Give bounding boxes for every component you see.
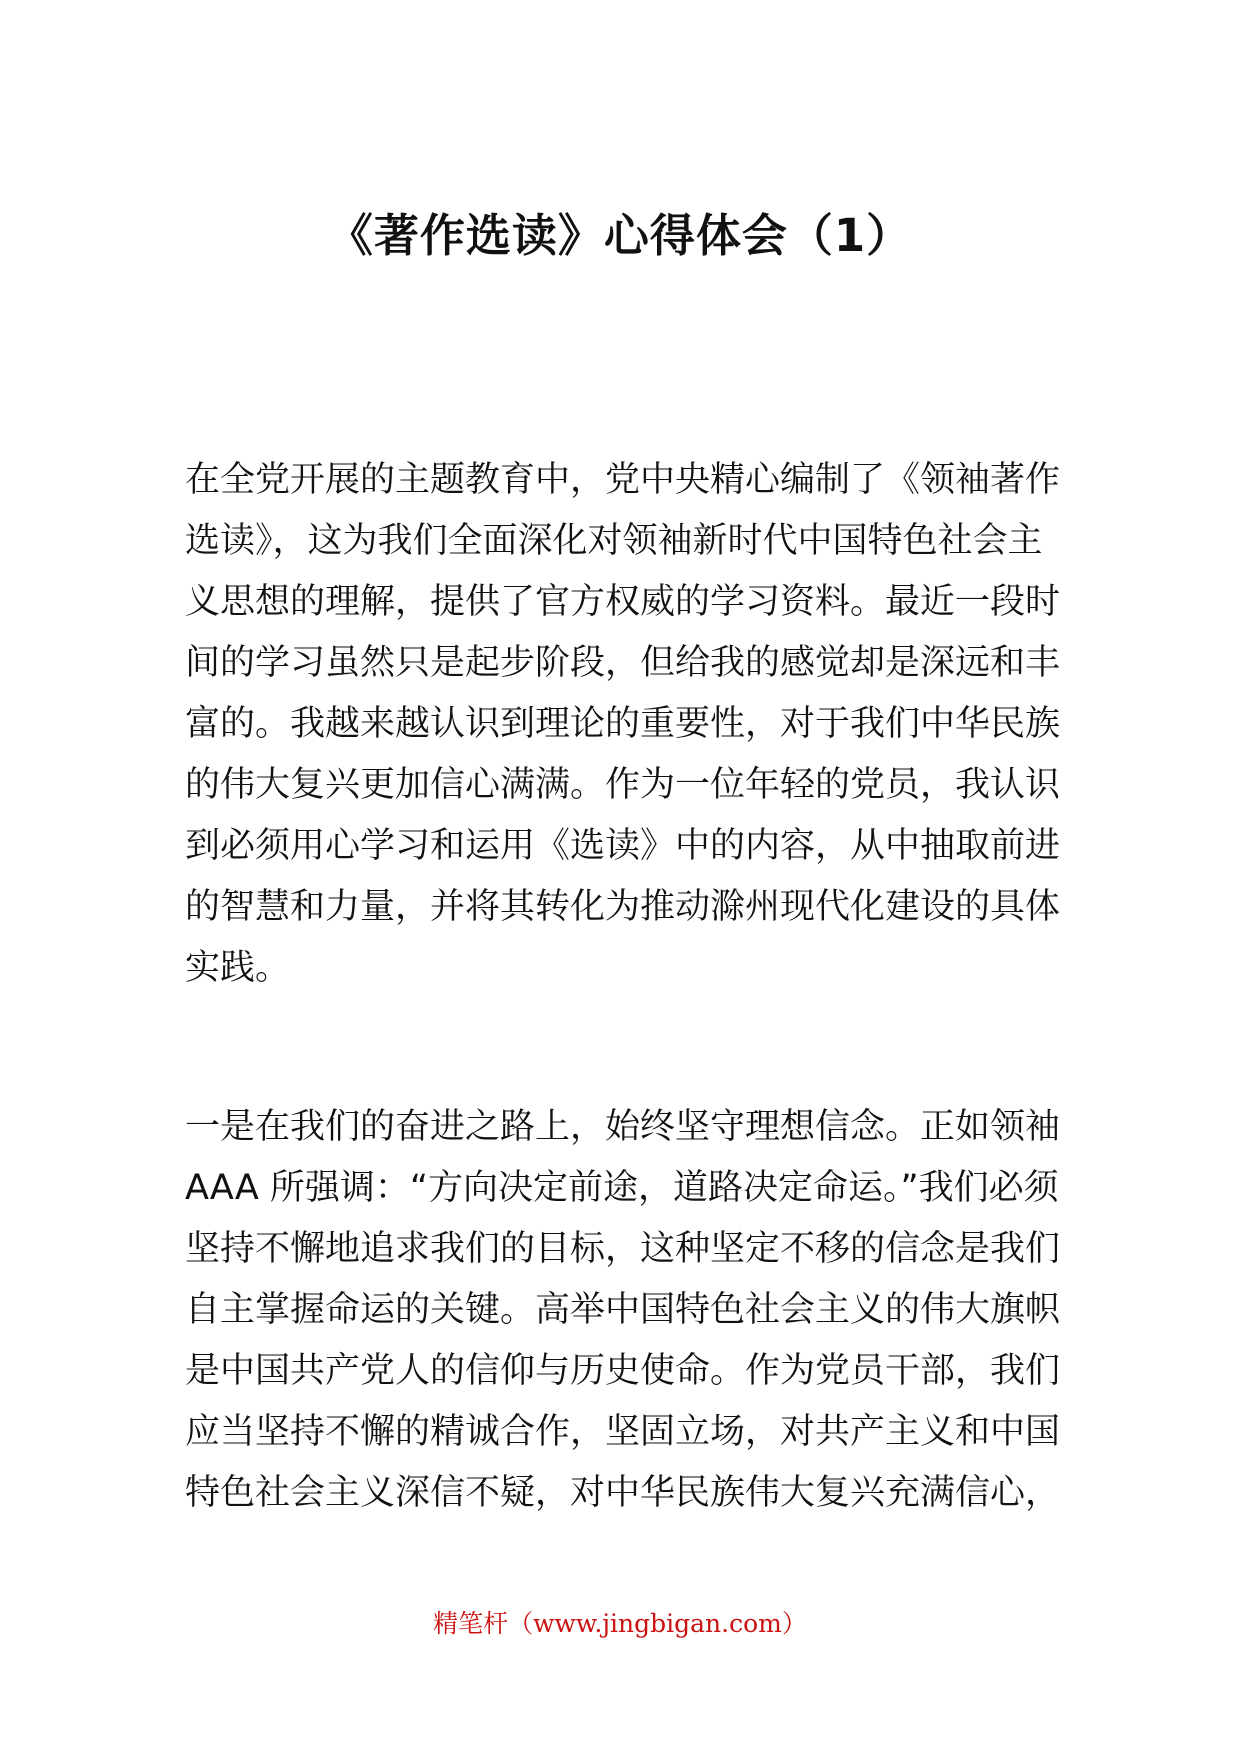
footer-website-link[interactable]: 精笔杆（www.jingbigan.com） xyxy=(433,1609,807,1638)
paragraph-line: 一是在我们的奋进之路上，始终坚守理想信念。正如领袖 xyxy=(185,1107,1061,1147)
paragraph-line: 实践。 xyxy=(185,948,291,988)
paragraph-line: 坚持不懈地追求我们的目标，这种坚定不移的信念是我们 xyxy=(185,1229,1061,1269)
paragraph-line: 间的学习虽然只是起步阶段，但给我的感觉却是深远和丰 xyxy=(185,643,1061,683)
paragraph-line: 选读》，这为我们全面深化对领袖新时代中国特色社会主 xyxy=(185,521,1043,561)
paragraph-line: 到必须用心学习和运用《选读》中的内容，从中抽取前进 xyxy=(185,826,1061,866)
page-title: 《著作选读》心得体会（1） xyxy=(327,209,913,263)
paragraph-line: 特色社会主义深信不疑，对中华民族伟大复兴充满信心， xyxy=(185,1473,1061,1513)
paragraph-line: 自主掌握命运的关键。高举中国特色社会主义的伟大旗帜 xyxy=(185,1290,1061,1330)
paragraph-line: 富的。我越来越认识到理论的重要性，对于我们中华民族 xyxy=(185,704,1061,744)
paragraph-line: 义思想的理解，提供了官方权威的学习资料。最近一段时 xyxy=(185,582,1061,622)
paragraph-line: 应当坚持不懈的精诚合作，坚固立场，对共产主义和中国 xyxy=(185,1412,1061,1452)
paragraph-point-one xyxy=(185,1097,1061,1524)
paragraph-line: 是中国共产党人的信仰与历史使命。作为党员干部，我们 xyxy=(185,1351,1061,1391)
paragraph-line: AAA 所强调：“方向决定前途，道路决定命运。”我们必须 xyxy=(185,1168,1059,1208)
paragraph-line: 在全党开展的主题教育中，党中央精心编制了《领袖著作 xyxy=(185,460,1061,500)
paragraph-intro xyxy=(185,450,1061,999)
paragraph-line: 的智慧和力量，并将其转化为推动滁州现代化建设的具体 xyxy=(185,887,1061,927)
paragraph-line: 的伟大复兴更加信心满满。作为一位年轻的党员，我认识 xyxy=(185,765,1061,805)
